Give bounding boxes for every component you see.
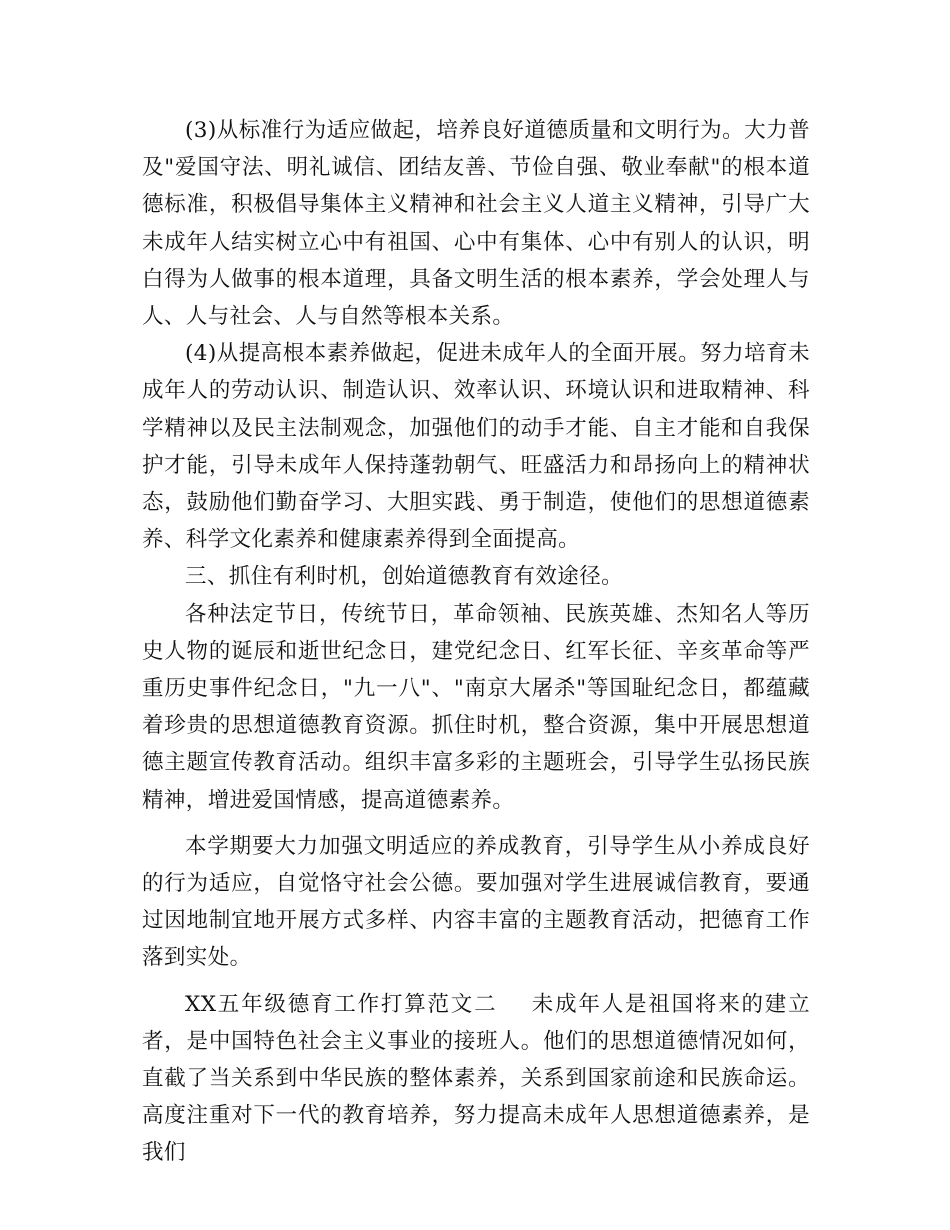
plan-two-body: 未成年人是祖国将来的建立者，是中国特色社会主义事业的接班人。他们的思想道德情况如何，直截了当关系到中华民族的整体素养，关系到国家前途和民族命运。高度注重对下一代的教育培养，努力提高未成年人思想道德素养，是我们: [142, 991, 810, 1166]
document-page: [142, 112, 810, 1172]
paragraph-basic-literacy: (4)从提高根本素养做起，促进未成年人的全面开展。努力培育未成年人的劳动认识、制造认识、效率认识、环境认识和进取精神、科学精神以及民主法制观念，加强他们的动手才能、自主才能和自我保护才能，引导未成年人保持蓬勃朝气、旺盛活力和昂扬向上的精神状态，鼓励他们勤奋学习、大胆实践、勇于制造，使他们的思想道德素养、科学文化素养和健康素养得到全面提高。: [142, 341, 810, 553]
plan-two-title: XX五年级德育工作打算范文二: [185, 991, 498, 1017]
paragraph-semester: 本学期要大力加强文明适应的养成教育，引导学生从小养成良好的行为适应，自觉恪守社会公德。要加强对学生进展诚信教育，要通过因地制宜地开展方式多样、内容丰富的主题教育活动，把德育工作落到实处。: [142, 833, 810, 971]
paragraph-moral-quality: (3)从标准行为适应做起，培养良好道德质量和文明行为。大力普及"爱国守法、明礼诚信、团结友善、节俭自强、敬业奉献"的根本道德标准，积极倡导集体主义精神和社会主义人道主义精神，引导广大未成年人结实树立心中有祖国、心中有集体、心中有别人的认识，明白得为人做事的根本道理，具备文明生活的根本素养，学会处理人与人、人与社会、人与自然等根本关系。: [142, 118, 810, 330]
paragraph-holidays: 各种法定节日，传统节日，革命领袖、民族英雄、杰知名人等历史人物的诞辰和逝世纪念日，建党纪念日、红军长征、辛亥革命等严重历史事件纪念日，"九一八"、"南京大屠杀"等国耻纪念日，都蕴藏着珍贵的思想道德教育资源。抓住时机，整合资源，集中开展思想道德主题宣传教育活动。组织丰富多彩的主题班会，引导学生弘扬民族精神，增进爱国情感，提高道德素养。: [142, 601, 810, 813]
paragraph-plan-two: [142, 986, 810, 1172]
section-heading-three: 三、抓住有利时机，创始道德教育有效途径。: [185, 564, 624, 590]
